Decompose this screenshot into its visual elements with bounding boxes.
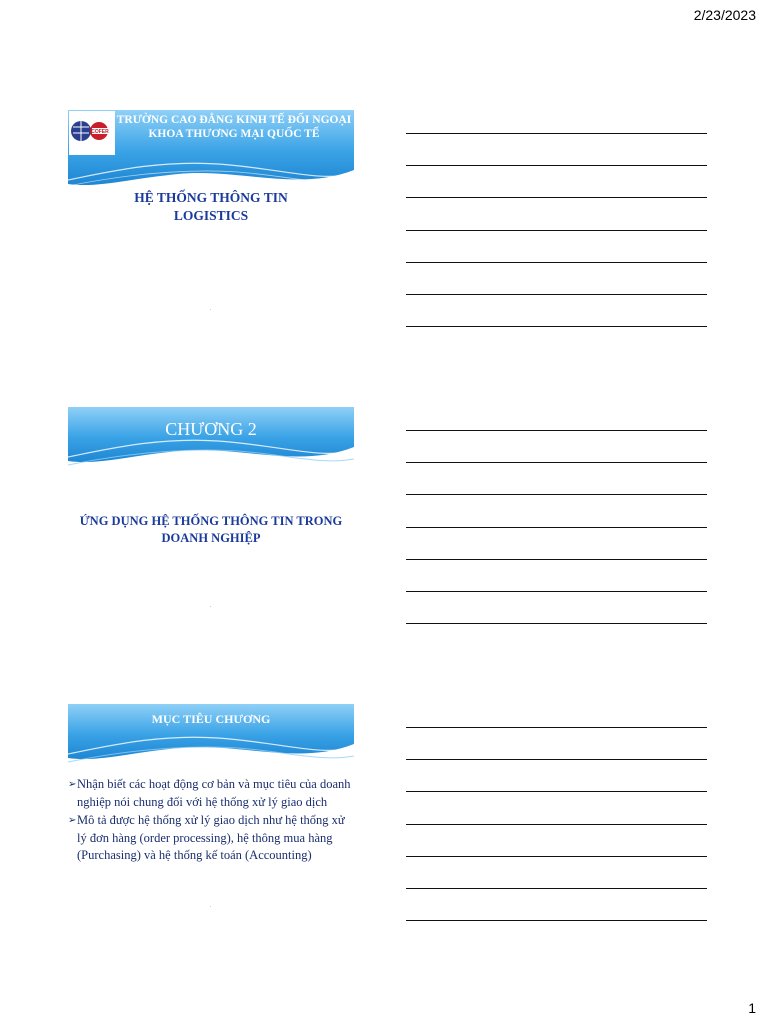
slide-dot: . [210,603,212,609]
note-line [406,888,707,889]
note-line [406,920,707,921]
note-line [406,133,707,134]
note-line [406,165,707,166]
note-line [406,462,707,463]
note-line [406,559,707,560]
slide-3 [68,704,354,918]
subtitle-line-2: DOANH NGHIỆP [161,531,261,545]
slide-2 [68,407,354,621]
note-line [406,494,707,495]
objectives-list [68,776,354,866]
note-line [406,791,707,792]
bullet-arrow-icon: ➢ [68,779,77,790]
note-line [406,294,707,295]
note-line [406,527,707,528]
school-logo [69,111,115,155]
note-line [406,326,707,327]
school-name: TRƯỜNG CAO ĐẲNG KINH TẾ ĐỐI NGOẠI [116,114,352,126]
slide-1 [68,110,354,324]
title-line-2: LOGISTICS [173,208,249,223]
note-line [406,430,707,431]
note-line [406,856,707,857]
note-line [406,591,707,592]
page-number: 1 [748,1000,756,1016]
chapter-subtitle [68,513,354,547]
note-line [406,727,707,728]
note-line [406,262,707,263]
note-line [406,759,707,760]
slide-dot: . [210,306,212,312]
note-line [406,824,707,825]
faculty-name: KHOA THƯƠNG MẠI QUỐC TẾ [148,128,320,140]
bullet-text: Mô tả được hệ thống xử lý giao dịch như hệ thống xử lý đơn hàng (order processing), hệ thông mua hàng (Purchasing) và hệ thống kế toán (Accounting) [77,813,345,862]
slide-1-title [68,189,354,225]
note-line [406,623,707,624]
chapter-title: CHƯƠNG 2 [165,419,257,439]
bullet-text: Nhận biết các hoạt động cơ bản và mục tiêu của doanh nghiệp nói chung đối với hệ thống xử lý giao dịch [77,777,351,809]
subtitle-line-1: ỨNG DỤNG HỆ THỐNG THÔNG TIN TRONG [79,514,343,528]
title-line-1: HỆ THỐNG THÔNG TIN [134,190,288,205]
note-line [406,197,707,198]
print-date: 2/23/2023 [693,7,756,23]
objectives-title: MỤC TIÊU CHƯƠNG [151,712,271,726]
list-item [68,776,354,811]
slide-dot: . [210,903,212,909]
note-line [406,230,707,231]
svg-text:COFER: COFER [91,129,109,135]
bullet-arrow-icon: ➢ [68,815,77,826]
list-item [68,812,354,865]
